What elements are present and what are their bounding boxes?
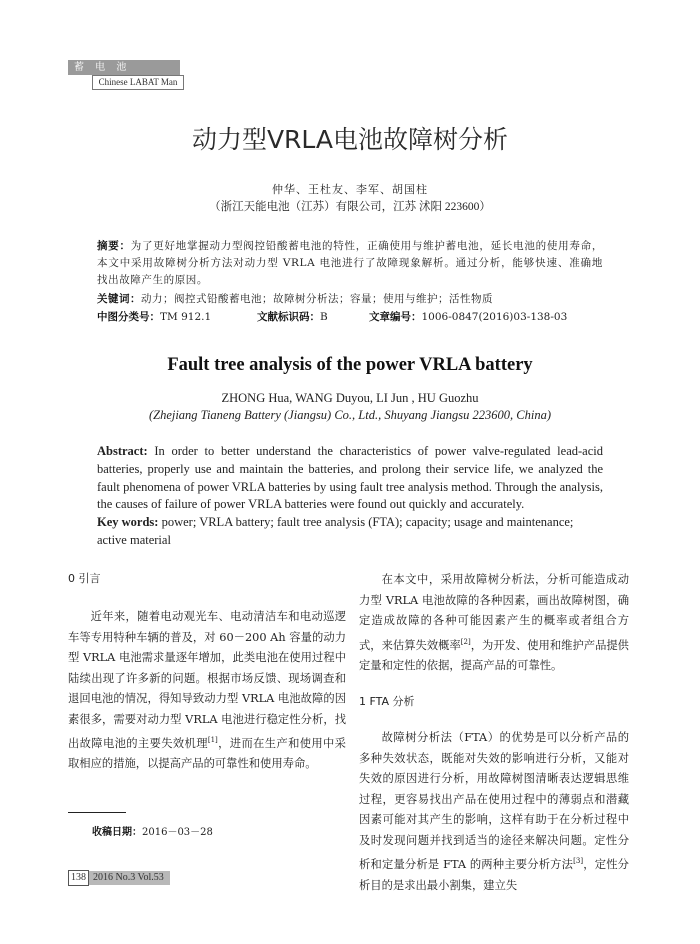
- paragraph-text: 在本文中，采用故障树分析法，分析可能造成动力型 VRLA 电池故障的各种因素，画出故障树图，确定造成故障的各种可能因素产生的概率或者组合方式，来估算失效概率: [359, 573, 629, 652]
- affiliation-chinese: （浙江天能电池（江苏）有限公司，江苏 沭阳 223600）: [209, 201, 491, 213]
- issue-volume: 2016 No.3 Vol.53: [89, 871, 170, 885]
- classification-line: [97, 309, 567, 326]
- section-1-heading: 1 FTA 分析: [359, 695, 415, 709]
- citation-ref[interactable]: [2]: [460, 637, 471, 646]
- keywords-chinese-label: 关键词：: [97, 293, 141, 305]
- section-1-paragraph-1: [359, 728, 629, 896]
- abstract-english-text: In order to better understand the characteristics of power valve-regulated lead-acid batteries, properly use and maintain the batteries, and prolong their service life, we analyzed the fault phenomena of power VRLA batteries by using fault tree analysis method. Through the analysis, the causes of failure of power VRLA batteries were found out quickly and accurately.: [97, 444, 603, 512]
- body-column-right: [359, 570, 629, 896]
- abstract-english: [97, 443, 603, 514]
- keywords-english-text: power; VRLA battery; fault tree analysis (FTA); capacity; usage and maintenance; active material: [97, 515, 574, 547]
- abstract-chinese-text: 为了更好地掌握动力型阀控铅酸蓄电池的特性，正确使用与维护蓄电池，延长电池的使用寿命，本文中采用故障树分析方法对动力型 VRLA 电池进行了故障现象解析。通过分析，能够快速、准确地找出故障产生的原因。: [97, 240, 603, 286]
- title-chinese: 动力型VRLA电池故障树分析: [191, 125, 509, 154]
- paragraph-text: 近年来，随着电动观光车、电动清洁车和电动巡逻车等专用特种车辆的普及，对 60－200 Ah 容量的动力型 VRLA 电池需求量逐年增加，此类电池在使用过程中陆续出现了许多新的问题。根据市场反馈、现场调查和退回电池的情况，得知导致动力型 VRLA 电池故障的因素很多，需要对动力型 VRLA 电池进行稳定性分析，找出故障电池的主要失效机理: [68, 610, 346, 750]
- received-date: [92, 823, 213, 838]
- keywords-chinese-text: 动力；阀控式铅酸蓄电池；故障树分析法；容量；使用与维护；活性物质: [141, 293, 493, 305]
- body-column-left: [68, 570, 346, 775]
- paragraph-text: ，为开发、使用和维护产品提供定量和定性的依据，提高产品的可靠性。: [359, 638, 629, 672]
- affiliation-english: (Zhejiang Tianeng Battery (Jiangsu) Co., Ltd., Shuyang Jiangsu 223600, China): [148, 408, 552, 422]
- title-english: Fault tree analysis of the power VRLA battery: [167, 355, 533, 375]
- footnote-divider: [68, 812, 126, 813]
- authors-chinese: 仲华、王杜友、李军、胡国柱: [272, 183, 428, 196]
- journal-name-tag: Chinese LABAT Man: [92, 75, 184, 90]
- citation-ref[interactable]: [1]: [207, 736, 218, 744]
- article-number-label: 文章编号：: [369, 311, 422, 323]
- abstract-chinese-label: 摘要：: [97, 240, 131, 252]
- clc-label: 中图分类号：: [97, 311, 160, 323]
- page-footer: [68, 870, 170, 884]
- section-0-heading: 0 引言: [68, 572, 101, 585]
- section-0-paragraph-2: [359, 570, 629, 676]
- clc-value: TM 912.1: [160, 311, 212, 323]
- keywords-english-label: Key words:: [97, 515, 159, 529]
- received-value: 2016－03－28: [142, 827, 213, 838]
- citation-ref[interactable]: [3]: [573, 857, 584, 866]
- paragraph-text: ，进而在生产和使用中采取相应的措施，以提高产品的可靠性和使用寿命。: [68, 736, 346, 771]
- section-0-paragraph-1: [68, 607, 346, 775]
- keywords-english: [97, 514, 603, 550]
- page-number: 138: [68, 870, 89, 886]
- abstract-chinese: [97, 238, 603, 289]
- authors-english: ZHONG Hua, WANG Duyou, LI Jun , HU Guozhu: [221, 391, 479, 405]
- article-number-value: 1006-0847(2016)03-138-03: [421, 311, 568, 323]
- keywords-chinese: [97, 291, 603, 308]
- received-label: 收稿日期：: [92, 827, 142, 838]
- abstract-english-label: Abstract:: [97, 444, 148, 458]
- doc-code-label: 文献标识码：: [257, 311, 320, 323]
- paragraph-text: 故障树分析法（FTA）的优势是可以分析产品的多种失效状态，既能对失效的影响进行分析，又能对失效的原因进行分析，用故障树图清晰表达逻辑思维过程，更容易找出产品在使用过程中的薄弱点和潜藏因素可能对其产生的影响，这样有助于在分析过程中及时发现问题并找到适当的途径来解决问题。定性分析和定量分析是 FTA 的两种主要分析方法: [359, 731, 629, 872]
- journal-section-tag: 蓄 电 池: [68, 60, 180, 75]
- paragraph-text: ，定性分析目的是求出最小割集，建立失: [359, 858, 629, 892]
- doc-code-value: B: [320, 311, 328, 323]
